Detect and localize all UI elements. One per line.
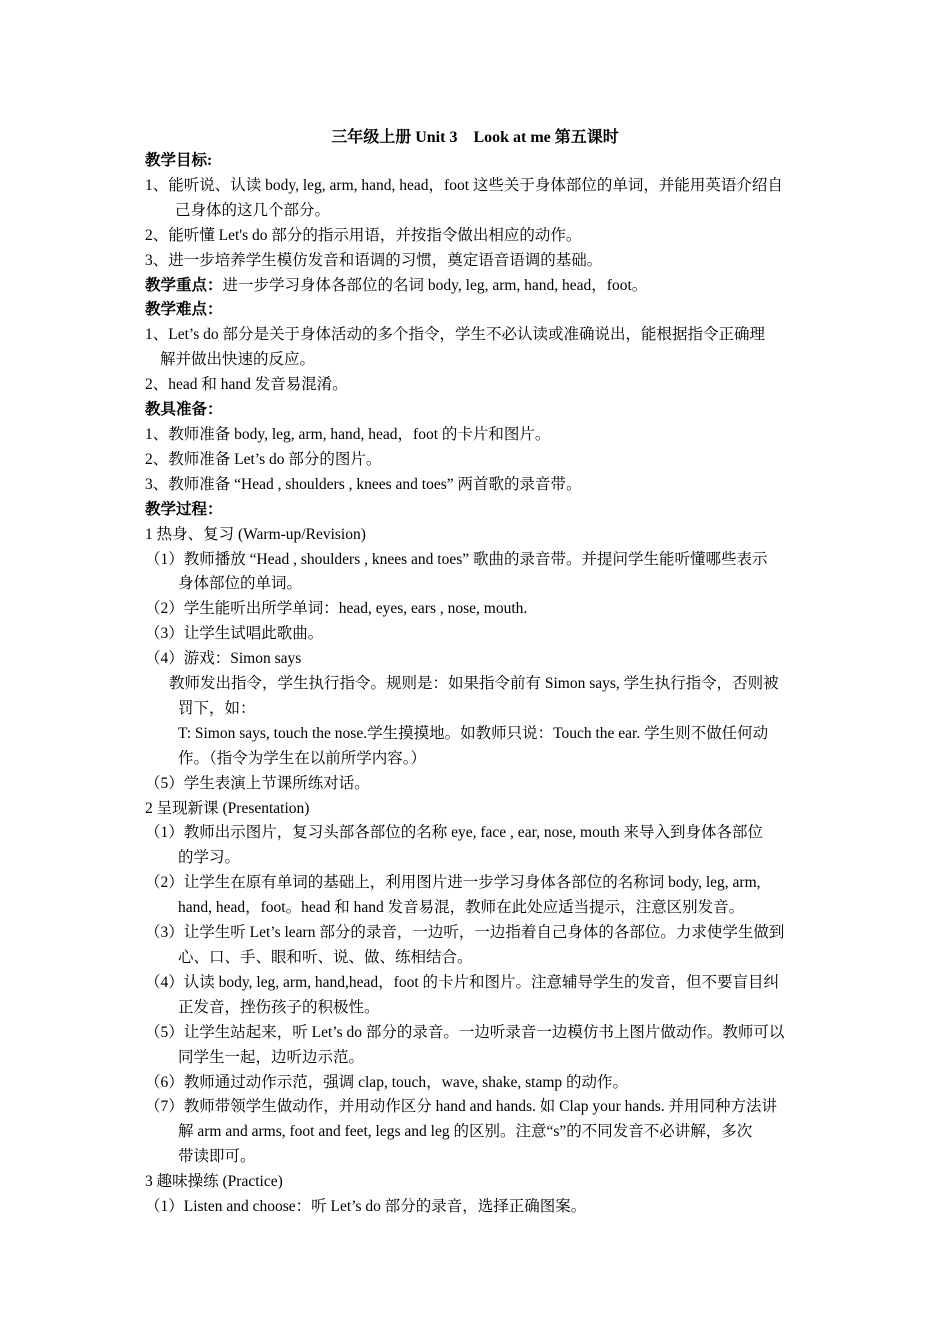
step-3-item-1: （1）Listen and choose：听 Let’s do 部分的录音，选择正确图案。 bbox=[145, 1198, 587, 1216]
step-3-heading: 3 趣味操练 (Practice) bbox=[145, 1173, 283, 1191]
step-2-item-3: （3）让学生听 Let’s learn 部分的录音，一边听，一边指着自己身体的各部位。力求使学生做到 bbox=[145, 924, 785, 942]
step-1-item-1-cont: 身体部位的单词。 bbox=[178, 575, 303, 593]
document-title: 三年级上册 Unit 3 Look at me 第五课时 bbox=[331, 129, 619, 146]
step-2-heading: 2 呈现新课 (Presentation) bbox=[145, 799, 310, 817]
heading-objectives: 教学目标: bbox=[145, 152, 213, 169]
step-2-item-1-cont: 的学习。 bbox=[178, 849, 241, 867]
step-2-item-1: （1）教师出示图片，复习头部各部位的名称 eye, face , ear, nose, mouth 来导入到身体各部位 bbox=[145, 824, 764, 842]
step-2-item-4: （4）认读 body, leg, arm, hand,head，foot 的卡片和图片。注意辅导学生的发音，但不要盲目纠 bbox=[145, 973, 780, 991]
step-1-item-1: （1）教师播放 “Head , shoulders , knees and toes” 歌曲的录音带。并提问学生能听懂哪些表示 bbox=[145, 550, 768, 568]
step-2-item-7-cont-2: 带读即可。 bbox=[178, 1148, 256, 1166]
game-rule-cont: 罚下，如： bbox=[178, 699, 256, 717]
objective-1: 1、能听说、认读 body, leg, arm, hand, head，foot 这些关于身体部位的单词，并能用英语介绍自 bbox=[145, 176, 783, 194]
step-2-item-6: （6）教师通过动作示范，强调 clap, touch，wave, shake, stamp 的动作。 bbox=[145, 1073, 629, 1091]
key-points-line bbox=[145, 274, 810, 299]
document-body bbox=[145, 149, 810, 1220]
step-2-item-7-cont: 解 arm and arms, foot and feet, legs and leg 的区别。注意“s”的不同发音不必讲解，多次 bbox=[178, 1123, 753, 1141]
difficulty-1-cont: 解并做出快速的反应。 bbox=[160, 351, 316, 369]
step-2-item-5-cont: 同学生一起，边听边示范。 bbox=[178, 1048, 365, 1066]
objective-1-cont: 己身体的这几个部分。 bbox=[175, 201, 331, 219]
step-2-item-3-cont: 心、口、手、眼和听、说、做、练相结合。 bbox=[178, 949, 473, 966]
step-2-item-2: （2）让学生在原有单词的基础上，利用图片进一步学习身体各部位的名称词 body, leg, arm, bbox=[145, 874, 761, 892]
heading-difficulties: 教学难点： bbox=[145, 301, 223, 319]
step-1-item-2: （2）学生能听出所学单词：head, eyes, ears , nose, mouth. bbox=[145, 600, 528, 618]
step-2-item-2-cont: hand, head，foot。head 和 hand 发音易混，教师在此处应适当提示，注意区别发音。 bbox=[178, 899, 745, 917]
key-points-text: 进一步学习身体各部位的名词 body, leg, arm, hand, head，foot。 bbox=[222, 276, 648, 294]
material-1: 1、教师准备 body, leg, arm, hand, head，foot 的卡片和图片。 bbox=[145, 425, 551, 443]
step-2-item-7: （7）教师带领学生做动作，并用动作区分 hand and hands. 如 Clap your hands. 并用同种方法讲 bbox=[145, 1098, 778, 1116]
material-3: 3、教师准备 “Head , shoulders , knees and toes” 两首歌的录音带。 bbox=[145, 475, 582, 493]
heading-process: 教学过程： bbox=[145, 500, 223, 518]
step-1-item-5: （5）学生表演上节课所练对话。 bbox=[145, 774, 370, 792]
difficulty-2: 2、head 和 hand 发音易混淆。 bbox=[145, 376, 348, 394]
step-1-item-3: （3）让学生试唱此歌曲。 bbox=[145, 625, 324, 643]
step-1-heading: 1 热身、复习 (Warm-up/Revision) bbox=[145, 525, 366, 543]
heading-key-points: 教学重点： bbox=[145, 276, 223, 294]
game-example: T: Simon says, touch the nose.学生摸摸地。如教师只说：Touch the ear. 学生则不做任何动 bbox=[178, 724, 769, 742]
difficulty-1: 1、Let’s do 部分是关于身体活动的多个指令，学生不必认读或准确说出，能根据指令正确理 bbox=[145, 326, 765, 344]
game-example-cont: 作。（指令为学生在以前所学内容。） bbox=[178, 749, 427, 767]
game-rule: 教师发出指令，学生执行指令。规则是：如果指令前有 Simon says, 学生执行指令，否则被 bbox=[169, 675, 779, 693]
heading-materials: 教具准备： bbox=[145, 401, 223, 419]
objective-2: 2、能听懂 Let's do 部分的指示用语，并按指令做出相应的动作。 bbox=[145, 226, 582, 244]
objective-3: 3、进一步培养学生模仿发音和语调的习惯，奠定语音语调的基础。 bbox=[145, 251, 603, 269]
step-1-item-4: （4）游戏：Simon says bbox=[145, 650, 302, 668]
material-2: 2、教师准备 Let’s do 部分的图片。 bbox=[145, 450, 382, 468]
step-2-item-5: （5）让学生站起来，听 Let’s do 部分的录音。一边听录音一边模仿书上图片做动作。教师可以 bbox=[145, 1023, 785, 1041]
step-2-item-4-cont: 正发音，挫伤孩子的积极性。 bbox=[178, 998, 380, 1016]
